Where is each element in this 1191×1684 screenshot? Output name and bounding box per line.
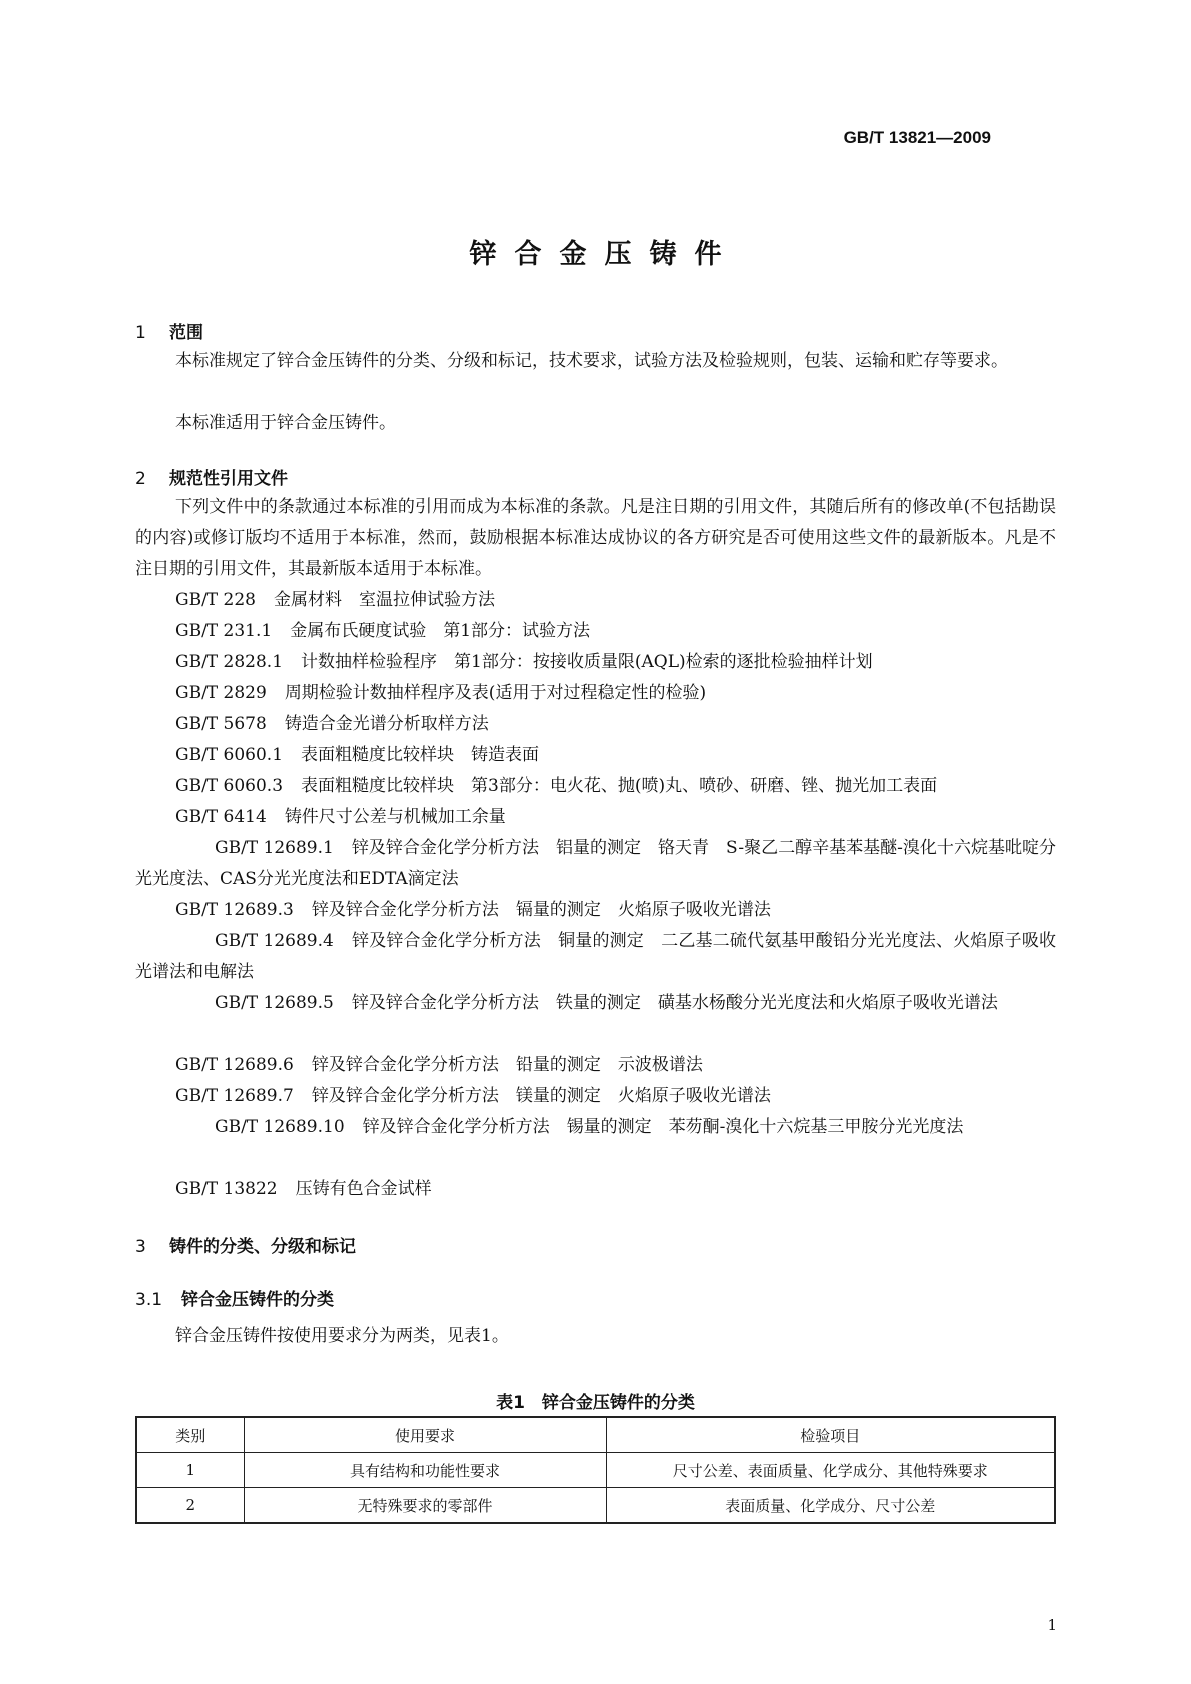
reference-item <box>135 926 1056 988</box>
table-header-cell: 使用要求 <box>244 1417 606 1453</box>
reference-code: GB/T 2829 <box>175 683 267 703</box>
reference-title: 锌及锌合金化学分析方法 铁量的测定 磺基水杨酸分光光度法和火焰原子吸收光谱法 <box>351 993 998 1013</box>
reference-code: GB/T 12689.4 <box>215 931 334 951</box>
reference-title: 金属材料 室温拉伸试验方法 <box>274 590 495 610</box>
reference-item <box>175 709 489 740</box>
reference-item <box>175 740 539 771</box>
section-1-heading <box>135 318 203 343</box>
reference-code: GB/T 12689.10 <box>215 1117 345 1137</box>
table-cell: 无特殊要求的零部件 <box>244 1488 606 1524</box>
reference-item <box>135 833 1056 895</box>
table-caption: 表1 锌合金压铸件的分类 <box>496 1393 695 1413</box>
table-row <box>136 1488 1055 1524</box>
page-number: 1 <box>1047 1616 1057 1634</box>
section-2-heading <box>135 464 288 489</box>
reference-item <box>135 988 1056 1019</box>
reference-title: 表面粗糙度比较样块 铸造表面 <box>301 745 540 765</box>
reference-title: 锌及锌合金化学分析方法 铝量的测定 铬天青 S-聚乙二醇辛基苯基醚-溴化十六烷基吡啶分光光度法、CAS分光光度法和EDTA滴定法 <box>135 838 1056 889</box>
table-cell: 具有结构和功能性要求 <box>244 1453 606 1488</box>
reference-code: GB/T 5678 <box>175 714 267 734</box>
reference-code: GB/T 13822 <box>175 1179 278 1199</box>
reference-code: GB/T 12689.3 <box>175 900 294 920</box>
document-title: 锌合金压铸件 <box>469 239 740 270</box>
reference-item <box>175 802 506 833</box>
reference-title: 锌及锌合金化学分析方法 铜量的测定 二乙基二硫代氨基甲酸铅分光光度法、火焰原子吸收光谱法和电解法 <box>135 931 1056 982</box>
section-title: 铸件的分类、分级和标记 <box>169 1237 356 1257</box>
reference-code: GB/T 12689.5 <box>215 993 334 1013</box>
reference-item <box>175 678 706 709</box>
section-title: 锌合金压铸件的分类 <box>181 1290 334 1310</box>
section-1-paragraph-1: 本标准规定了锌合金压铸件的分类、分级和标记，技术要求，试验方法及检验规则，包装、运输和贮存等要求。 <box>175 351 1008 371</box>
reference-title: 压铸有色合金试样 <box>295 1179 432 1199</box>
reference-item <box>175 1081 771 1112</box>
table-header-cell: 检验项目 <box>606 1417 1055 1453</box>
section-title: 规范性引用文件 <box>169 469 288 489</box>
section-3-1-paragraph: 锌合金压铸件按使用要求分为两类，见表1。 <box>175 1326 509 1346</box>
reference-code: GB/T 12689.6 <box>175 1055 294 1075</box>
reference-item <box>175 895 771 926</box>
reference-code: GB/T 6060.3 <box>175 776 284 796</box>
table-header-row <box>136 1417 1055 1453</box>
section-title: 范围 <box>169 323 203 343</box>
reference-item <box>175 585 495 616</box>
table-cell: 1 <box>136 1453 244 1488</box>
reference-code: GB/T 228 <box>175 590 256 610</box>
reference-code: GB/T 12689.7 <box>175 1086 294 1106</box>
reference-item <box>175 616 590 647</box>
reference-title: 铸件尺寸公差与机械加工余量 <box>284 807 506 827</box>
section-1-paragraph-2: 本标准适用于锌合金压铸件。 <box>175 413 396 433</box>
standard-code: GB/T 13821—2009 <box>843 128 991 147</box>
reference-code: GB/T 6414 <box>175 807 267 827</box>
reference-title: 锌及锌合金化学分析方法 镁量的测定 火焰原子吸收光谱法 <box>311 1086 771 1106</box>
reference-item <box>175 647 873 678</box>
reference-title: 周期检验计数抽样程序及表(适用于对过程稳定性的检验) <box>284 683 707 703</box>
table-cell: 尺寸公差、表面质量、化学成分、其他特殊要求 <box>606 1453 1055 1488</box>
table-cell: 2 <box>136 1488 244 1524</box>
reference-title: 锌及锌合金化学分析方法 铅量的测定 示波极谱法 <box>311 1055 703 1075</box>
table-row <box>136 1453 1055 1488</box>
reference-item <box>175 1174 432 1205</box>
table-header-cell: 类别 <box>136 1417 244 1453</box>
reference-title: 计数抽样检验程序 第1部分：按接收质量限(AQL)检索的逐批检验抽样计划 <box>301 652 873 672</box>
section-number: 3.1 <box>135 1290 163 1310</box>
reference-title: 铸造合金光谱分析取样方法 <box>284 714 489 734</box>
table-cell: 表面质量、化学成分、尺寸公差 <box>606 1488 1055 1524</box>
reference-item <box>175 1050 703 1081</box>
reference-title: 锌及锌合金化学分析方法 锡量的测定 苯芴酮-溴化十六烷基三甲胺分光光度法 <box>362 1117 964 1137</box>
section-number: 2 <box>135 469 146 489</box>
section-number: 1 <box>135 323 146 343</box>
reference-code: GB/T 231.1 <box>175 621 273 641</box>
section-3-1-heading <box>135 1285 334 1310</box>
section-number: 3 <box>135 1237 146 1257</box>
reference-item <box>175 771 937 802</box>
classification-table <box>135 1416 1056 1524</box>
reference-code: GB/T 2828.1 <box>175 652 284 672</box>
section-2-intro: 下列文件中的条款通过本标准的引用而成为本标准的条款。凡是注日期的引用文件，其随后所有的修改单(不包括勘误的内容)或修订版均不适用于本标准，然而，鼓励根据本标准达成协议的各方研究是否可使用这些文件的最新版本。凡是不注日期的引用文件，其最新版本适用于本标准。 <box>135 497 1056 579</box>
section-3-heading <box>135 1232 356 1257</box>
reference-title: 锌及锌合金化学分析方法 镉量的测定 火焰原子吸收光谱法 <box>311 900 771 920</box>
reference-title: 表面粗糙度比较样块 第3部分：电火花、抛(喷)丸、喷砂、研磨、锉、抛光加工表面 <box>301 776 938 796</box>
reference-code: GB/T 6060.1 <box>175 745 284 765</box>
reference-title: 金属布氏硬度试验 第1部分：试验方法 <box>290 621 591 641</box>
reference-item <box>135 1112 1056 1143</box>
reference-code: GB/T 12689.1 <box>215 838 334 858</box>
